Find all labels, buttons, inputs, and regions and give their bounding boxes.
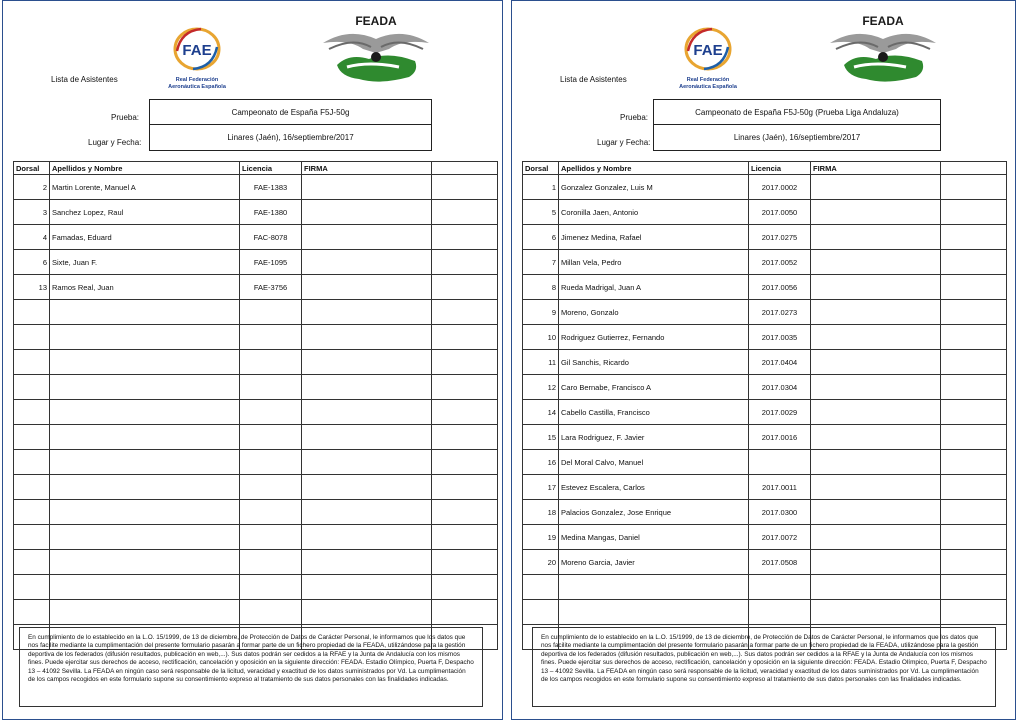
extra-cell[interactable]: [432, 350, 498, 375]
svg-text:FAE: FAE: [182, 42, 212, 59]
dorsal-cell: 10: [523, 325, 559, 350]
table-row: [14, 200, 498, 225]
extra-cell[interactable]: [941, 425, 1007, 450]
table-row: [523, 600, 1007, 625]
licencia-cell: FAE-3756: [240, 275, 302, 300]
firma-cell[interactable]: [302, 450, 432, 475]
header-dorsal: Dorsal: [14, 162, 50, 175]
dorsal-cell: 17: [523, 475, 559, 500]
table-row: [14, 450, 498, 475]
lugar-value: Linares (Jaén), 16/septiembre/2017: [150, 124, 431, 149]
firma-cell[interactable]: [302, 350, 432, 375]
firma-cell[interactable]: [811, 400, 941, 425]
extra-cell[interactable]: [941, 400, 1007, 425]
licencia-cell: [240, 300, 302, 325]
licencia-cell: [240, 550, 302, 575]
extra-cell[interactable]: [941, 225, 1007, 250]
svg-text:Real Federación: Real Federación: [175, 77, 219, 83]
licencia-cell: 2017.0404: [749, 350, 811, 375]
firma-cell[interactable]: [302, 200, 432, 225]
name-cell: [50, 525, 240, 550]
firma-cell[interactable]: [811, 350, 941, 375]
licencia-cell: 2017.0508: [749, 550, 811, 575]
firma-cell[interactable]: [811, 250, 941, 275]
dorsal-cell: 15: [523, 425, 559, 450]
firma-cell[interactable]: [302, 225, 432, 250]
header-firma: FIRMA: [811, 162, 941, 175]
svg-text:Real Federación: Real Federación: [686, 77, 730, 83]
dorsal-cell: 11: [523, 350, 559, 375]
header-dorsal: Dorsal: [523, 162, 559, 175]
dorsal-cell: 13: [14, 275, 50, 300]
name-cell: Estevez Escalera, Carlos: [559, 475, 749, 500]
table-row: [14, 500, 498, 525]
extra-cell[interactable]: [432, 300, 498, 325]
name-cell: [559, 600, 749, 625]
firma-cell[interactable]: [302, 475, 432, 500]
name-cell: [50, 350, 240, 375]
name-cell: Coronilla Jaen, Antonio: [559, 200, 749, 225]
dorsal-cell: 6: [523, 225, 559, 250]
extra-cell[interactable]: [941, 350, 1007, 375]
firma-cell[interactable]: [302, 425, 432, 450]
licencia-cell: [240, 350, 302, 375]
extra-cell[interactable]: [432, 525, 498, 550]
extra-cell[interactable]: [941, 300, 1007, 325]
extra-cell[interactable]: [941, 325, 1007, 350]
firma-cell[interactable]: [302, 600, 432, 625]
header-licencia: Licencia: [240, 162, 302, 175]
extra-cell[interactable]: [432, 550, 498, 575]
table-row: [14, 275, 498, 300]
dorsal-cell: 4: [14, 225, 50, 250]
extra-cell[interactable]: [941, 450, 1007, 475]
licencia-cell: 2017.0273: [749, 300, 811, 325]
firma-cell[interactable]: [811, 300, 941, 325]
licencia-cell: [240, 500, 302, 525]
dorsal-cell: 6: [14, 250, 50, 275]
list-title: Lista de Asistentes: [560, 75, 627, 84]
licencia-cell: [240, 325, 302, 350]
licencia-cell: [749, 600, 811, 625]
name-cell: [50, 450, 240, 475]
dorsal-cell: [14, 575, 50, 600]
name-cell: [50, 425, 240, 450]
name-cell: [50, 325, 240, 350]
licencia-cell: [240, 400, 302, 425]
dorsal-cell: [14, 525, 50, 550]
table-row: [523, 525, 1007, 550]
name-cell: Famadas, Eduard: [50, 225, 240, 250]
licencia-cell: 2017.0016: [749, 425, 811, 450]
licencia-cell: 2017.0056: [749, 275, 811, 300]
licencia-cell: [240, 575, 302, 600]
header-name: Apellidos y Nombre: [50, 162, 240, 175]
licencia-cell: 2017.0029: [749, 400, 811, 425]
dorsal-cell: [14, 500, 50, 525]
dorsal-cell: 18: [523, 500, 559, 525]
table-row: [14, 250, 498, 275]
firma-cell[interactable]: [302, 275, 432, 300]
attendance-table: [13, 161, 498, 650]
dorsal-cell: [523, 600, 559, 625]
svg-text:FEADA: FEADA: [355, 14, 397, 28]
event-info-box: [149, 99, 432, 151]
table-row: [523, 250, 1007, 275]
dorsal-cell: 12: [523, 375, 559, 400]
firma-cell[interactable]: [811, 225, 941, 250]
table-row: [14, 350, 498, 375]
dorsal-cell: 2: [14, 175, 50, 200]
licencia-cell: 2017.0011: [749, 475, 811, 500]
table-row: [523, 575, 1007, 600]
firma-cell[interactable]: [302, 575, 432, 600]
name-cell: [50, 550, 240, 575]
firma-cell[interactable]: [811, 550, 941, 575]
table-row: [523, 275, 1007, 300]
name-cell: Millan Vela, Pedro: [559, 250, 749, 275]
extra-cell[interactable]: [432, 275, 498, 300]
table-row: [14, 325, 498, 350]
name-cell: Gil Sanchis, Ricardo: [559, 350, 749, 375]
legal-notice: En cumplimiento de lo establecido en la L.O. 15/1999, de 13 de diciembre, de Protección de Datos de Carácter Personal, le informamos que los datos que nos facilite mediante la cumplimentación del presente formulario pasarán a formar parte de un fichero propiedad de la FEADA, utilizándose para la gestión deportiva de los federados (difusión resultados, publicación en web,...). Sus datos podrán ser cedidos a la RFAE y la Junta de Andalucía con los mismos fines. Puede ejercitar sus derechos de acceso, rectificación, cancelación y oposición en la siguiente dirección: FEADA. Estadio Olímpico, Puerta F, Despacho 13 – 41092 Sevilla. La FEADA en ningún caso será responsable de la licitud, veracidad y exactitud de los datos suministrados por Vd. La cumplimentación de los campos recogidos en este formulario supone su consentimiento expreso al tratamiento de sus datos personales con las finalidades indicadas.: [19, 627, 483, 707]
extra-cell[interactable]: [941, 600, 1007, 625]
attendance-sheet-right: [511, 0, 1016, 720]
firma-cell[interactable]: [302, 250, 432, 275]
dorsal-cell: 8: [523, 275, 559, 300]
firma-cell[interactable]: [302, 375, 432, 400]
licencia-cell: [240, 450, 302, 475]
name-cell: [50, 400, 240, 425]
name-cell: Palacios Gonzalez, Jose Enrique: [559, 500, 749, 525]
name-cell: Del Moral Calvo, Manuel: [559, 450, 749, 475]
name-cell: [50, 575, 240, 600]
extra-cell[interactable]: [941, 475, 1007, 500]
licencia-cell: 2017.0304: [749, 375, 811, 400]
dorsal-cell: 19: [523, 525, 559, 550]
name-cell: Jimenez Medina, Rafael: [559, 225, 749, 250]
extra-cell[interactable]: [941, 200, 1007, 225]
lugar-label: Lugar y Fecha:: [88, 138, 142, 147]
name-cell: Ramos Real, Juan: [50, 275, 240, 300]
extra-cell[interactable]: [432, 575, 498, 600]
header-licencia: Licencia: [749, 162, 811, 175]
table-row: [523, 500, 1007, 525]
extra-cell[interactable]: [432, 425, 498, 450]
extra-cell[interactable]: [432, 500, 498, 525]
table-row: [14, 225, 498, 250]
extra-cell[interactable]: [941, 500, 1007, 525]
table-row: [523, 425, 1007, 450]
dorsal-cell: [14, 350, 50, 375]
firma-cell[interactable]: [302, 300, 432, 325]
dorsal-cell: 7: [523, 250, 559, 275]
name-cell: Rodriguez Gutierrez, Fernando: [559, 325, 749, 350]
extra-cell[interactable]: [432, 450, 498, 475]
extra-cell[interactable]: [941, 375, 1007, 400]
name-cell: Gonzalez Gonzalez, Luis M: [559, 175, 749, 200]
table-row: [14, 525, 498, 550]
table-row: [14, 475, 498, 500]
extra-cell[interactable]: [941, 550, 1007, 575]
table-row: [14, 600, 498, 625]
dorsal-cell: [14, 325, 50, 350]
licencia-cell: FAE-1383: [240, 175, 302, 200]
table-header-row: [14, 162, 498, 175]
extra-cell[interactable]: [432, 225, 498, 250]
dorsal-cell: 9: [523, 300, 559, 325]
licencia-cell: FAE-1095: [240, 250, 302, 275]
name-cell: [50, 600, 240, 625]
fae-logo: [672, 21, 744, 93]
table-row: [523, 400, 1007, 425]
header-extra: [941, 162, 1007, 175]
svg-text:FAE: FAE: [693, 42, 723, 59]
extra-cell[interactable]: [432, 400, 498, 425]
extra-cell[interactable]: [941, 525, 1007, 550]
licencia-cell: 2017.0072: [749, 525, 811, 550]
extra-cell[interactable]: [432, 475, 498, 500]
table-row: [523, 450, 1007, 475]
dorsal-cell: [14, 475, 50, 500]
name-cell: [559, 575, 749, 600]
svg-text:FEADA: FEADA: [862, 14, 904, 28]
table-row: [523, 225, 1007, 250]
extra-cell[interactable]: [941, 250, 1007, 275]
dorsal-cell: [14, 300, 50, 325]
dorsal-cell: [14, 550, 50, 575]
firma-cell[interactable]: [811, 175, 941, 200]
name-cell: Cabello Castilla, Francisco: [559, 400, 749, 425]
dorsal-cell: 3: [14, 200, 50, 225]
firma-cell[interactable]: [302, 500, 432, 525]
svg-text:Aeronáutica Española: Aeronáutica Española: [679, 84, 737, 90]
firma-cell[interactable]: [811, 450, 941, 475]
dorsal-cell: [14, 400, 50, 425]
firma-cell[interactable]: [811, 475, 941, 500]
table-row: [523, 475, 1007, 500]
firma-cell[interactable]: [811, 275, 941, 300]
extra-cell[interactable]: [432, 600, 498, 625]
table-row: [523, 350, 1007, 375]
name-cell: [50, 375, 240, 400]
extra-cell[interactable]: [432, 250, 498, 275]
table-row: [14, 400, 498, 425]
firma-cell[interactable]: [302, 175, 432, 200]
prueba-label: Prueba:: [620, 113, 649, 122]
licencia-cell: [240, 525, 302, 550]
list-title: Lista de Asistentes: [51, 75, 118, 84]
dorsal-cell: [14, 600, 50, 625]
prueba-value: Campeonato de España F5J-50g: [231, 107, 350, 117]
name-cell: Caro Bernabe, Francisco A: [559, 375, 749, 400]
name-cell: Martin Lorente, Manuel A: [50, 175, 240, 200]
dorsal-cell: [523, 575, 559, 600]
firma-cell[interactable]: [302, 525, 432, 550]
name-cell: Lara Rodriguez, F. Javier: [559, 425, 749, 450]
firma-cell[interactable]: [811, 325, 941, 350]
name-cell: [50, 500, 240, 525]
extra-cell[interactable]: [432, 325, 498, 350]
licencia-cell: 2017.0052: [749, 250, 811, 275]
licencia-cell: [240, 375, 302, 400]
licencia-cell: FAE-1380: [240, 200, 302, 225]
name-cell: Moreno Garcia, Javier: [559, 550, 749, 575]
firma-cell[interactable]: [811, 425, 941, 450]
licencia-cell: 2017.0002: [749, 175, 811, 200]
firma-cell[interactable]: [811, 375, 941, 400]
dorsal-cell: 20: [523, 550, 559, 575]
licencia-cell: [749, 450, 811, 475]
dorsal-cell: 14: [523, 400, 559, 425]
extra-cell[interactable]: [941, 275, 1007, 300]
table-row: [14, 550, 498, 575]
table-row: [523, 325, 1007, 350]
name-cell: Sanchez Lopez, Raul: [50, 200, 240, 225]
header-firma: FIRMA: [302, 162, 432, 175]
table-row: [14, 300, 498, 325]
feada-logo: [319, 13, 433, 93]
attendance-table: [522, 161, 1007, 650]
firma-cell[interactable]: [302, 325, 432, 350]
name-cell: Sixte, Juan F.: [50, 250, 240, 275]
licencia-cell: 2017.0050: [749, 200, 811, 225]
event-info-box: [653, 99, 941, 151]
header-name: Apellidos y Nombre: [559, 162, 749, 175]
dorsal-cell: [14, 425, 50, 450]
extra-cell[interactable]: [941, 175, 1007, 200]
firma-cell[interactable]: [811, 600, 941, 625]
table-row: [523, 175, 1007, 200]
name-cell: Moreno, Gonzalo: [559, 300, 749, 325]
lugar-label: Lugar y Fecha:: [597, 138, 651, 147]
table-row: [14, 175, 498, 200]
licencia-cell: [240, 475, 302, 500]
extra-cell[interactable]: [432, 175, 498, 200]
table-row: [14, 575, 498, 600]
licencia-cell: [749, 575, 811, 600]
name-cell: Medina Mangas, Daniel: [559, 525, 749, 550]
prueba-label: Prueba:: [111, 113, 140, 122]
licencia-cell: FAC-8078: [240, 225, 302, 250]
extra-cell[interactable]: [941, 575, 1007, 600]
dorsal-cell: 16: [523, 450, 559, 475]
firma-cell[interactable]: [811, 575, 941, 600]
lugar-value: Linares (Jaén), 16/septiembre/2017: [654, 124, 940, 149]
extra-cell[interactable]: [432, 200, 498, 225]
dorsal-cell: 5: [523, 200, 559, 225]
firma-cell[interactable]: [811, 200, 941, 225]
fae-logo: [161, 21, 233, 93]
table-row: [523, 300, 1007, 325]
prueba-value: Campeonato de España F5J-50g (Prueba Liga Andaluza): [695, 107, 899, 117]
dorsal-cell: 1: [523, 175, 559, 200]
table-row: [523, 200, 1007, 225]
dorsal-cell: [14, 375, 50, 400]
feada-logo: [826, 13, 940, 93]
name-cell: [50, 475, 240, 500]
licencia-cell: 2017.0035: [749, 325, 811, 350]
firma-cell[interactable]: [811, 525, 941, 550]
licencia-cell: [240, 425, 302, 450]
firma-cell[interactable]: [811, 500, 941, 525]
attendance-sheet-left: [2, 0, 503, 720]
table-row: [14, 425, 498, 450]
name-cell: Rueda Madrigal, Juan A: [559, 275, 749, 300]
legal-notice: En cumplimiento de lo establecido en la L.O. 15/1999, de 13 de diciembre, de Protección de Datos de Carácter Personal, le informamos que los datos que nos facilite mediante la cumplimentación del presente formulario pasarán a formar parte de un fichero propiedad de la FEADA, utilizándose para la gestión deportiva de los federados (difusión resultados, publicación en web,...). Sus datos podrán ser cedidos a la RFAE y la Junta de Andalucía con los mismos fines. Puede ejercitar sus derechos de acceso, rectificación, cancelación y oposición en la siguiente dirección: FEADA. Estadio Olímpico, Puerta F, Despacho 13 – 41092 Sevilla. La FEADA en ningún caso será responsable de la licitud, veracidad y exactitud de los datos suministrados por Vd. La cumplimentación de los campos recogidos en este formulario supone su consentimiento expreso al tratamiento de sus datos personales con las finalidades indicadas.: [532, 627, 996, 707]
table-row: [14, 375, 498, 400]
table-row: [523, 375, 1007, 400]
licencia-cell: 2017.0300: [749, 500, 811, 525]
licencia-cell: [240, 600, 302, 625]
dorsal-cell: [14, 450, 50, 475]
table-row: [523, 550, 1007, 575]
table-header-row: [523, 162, 1007, 175]
extra-cell[interactable]: [432, 375, 498, 400]
firma-cell[interactable]: [302, 400, 432, 425]
svg-text:Aeronáutica Española: Aeronáutica Española: [168, 84, 226, 90]
name-cell: [50, 300, 240, 325]
firma-cell[interactable]: [302, 550, 432, 575]
header-extra: [432, 162, 498, 175]
licencia-cell: 2017.0275: [749, 225, 811, 250]
